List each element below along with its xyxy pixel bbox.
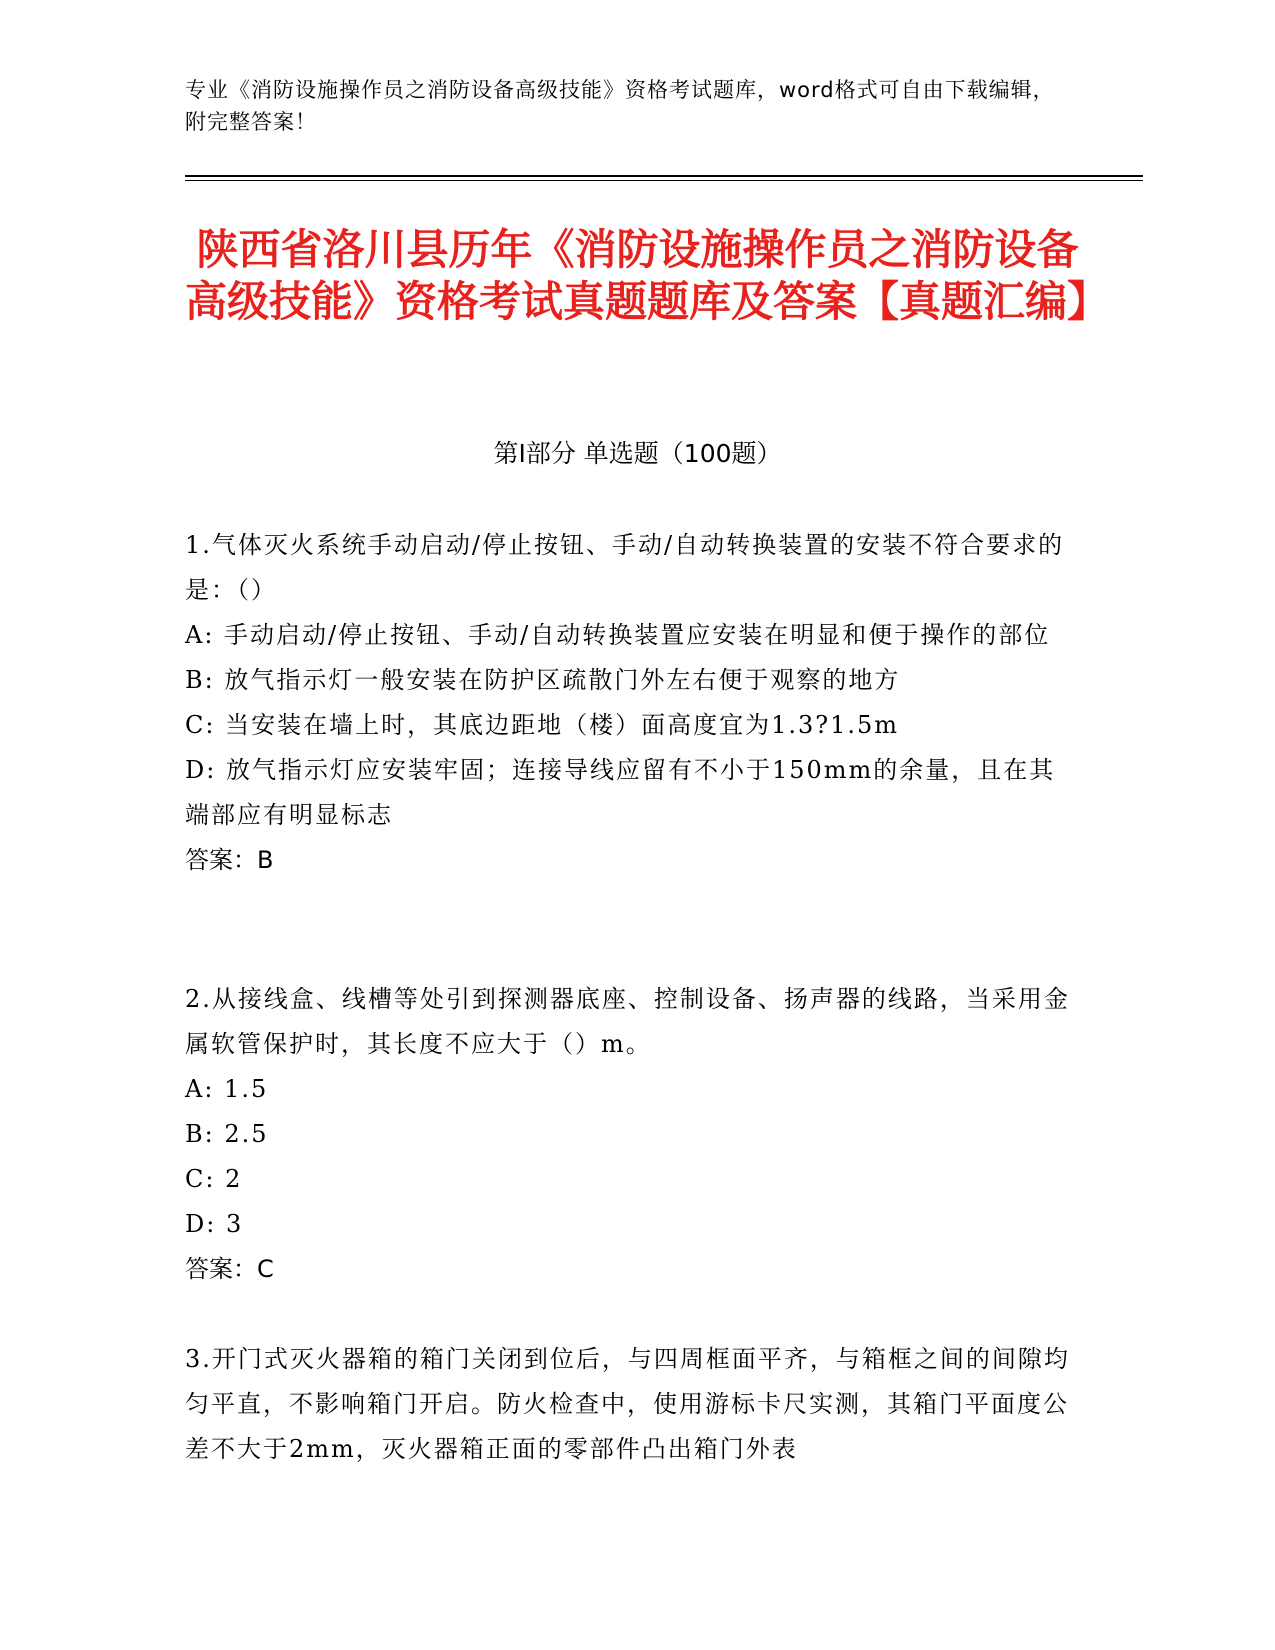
answer-label: 答案： — [185, 846, 257, 874]
header-divider — [185, 175, 1143, 177]
question-1 — [185, 523, 1075, 883]
option-b: B: 放气指示灯一般安装在防护区疏散门外左右便于观察的地方 — [185, 666, 901, 694]
document-title: 陕西省洛川县历年《消防设施操作员之消防设备高级技能》资格考试真题题库及答案【真题汇编】 — [185, 225, 1110, 326]
answer-line — [185, 1247, 1075, 1292]
header-divider-thin — [185, 180, 1143, 181]
question-stem: 2.从接线盒、线槽等处引到探测器底座、控制设备、扬声器的线路，当采用金属软管保护时，其长度不应大于（）m。 — [185, 985, 1070, 1058]
question-3 — [185, 1337, 1075, 1472]
option-c: C: 当安装在墙上时，其底边距地（楼）面高度宜为1.3?1.5m — [185, 711, 900, 739]
option-a: A: 手动启动/停止按钮、手动/自动转换装置应安装在明显和便于操作的部位 — [185, 621, 1051, 649]
option-d: D: 3 — [185, 1210, 244, 1238]
section-heading: 第Ⅰ部分 单选题（100题） — [493, 439, 782, 468]
option-b: B: 2.5 — [185, 1120, 269, 1148]
question-2 — [185, 977, 1075, 1292]
option-d: D: 放气指示灯应安装牢固；连接导线应留有不小于150mm的余量，且在其端部应有明显标志 — [185, 756, 1056, 829]
option-c: C: 2 — [185, 1165, 243, 1193]
answer-line — [185, 838, 1075, 883]
answer-label: 答案： — [185, 1255, 257, 1283]
header-note: 专业《消防设施操作员之消防设备高级技能》资格考试题库，word格式可自由下载编辑，附完整答案！ — [185, 78, 1055, 134]
answer-value: C — [257, 1255, 274, 1283]
answer-value: B — [257, 846, 274, 874]
question-stem: 3.开门式灭火器箱的箱门关闭到位后，与四周框面平齐，与箱框之间的间隙均匀平直，不影响箱门开启。防火检查中，使用游标卡尺实测，其箱门平面度公差不大于2mm，灭火器箱正面的零部件凸出箱门外表 — [185, 1345, 1070, 1463]
option-a: A: 1.5 — [185, 1075, 269, 1103]
question-stem: 1.气体灭火系统手动启动/停止按钮、手动/自动转换装置的安装不符合要求的是：（） — [185, 531, 1065, 604]
